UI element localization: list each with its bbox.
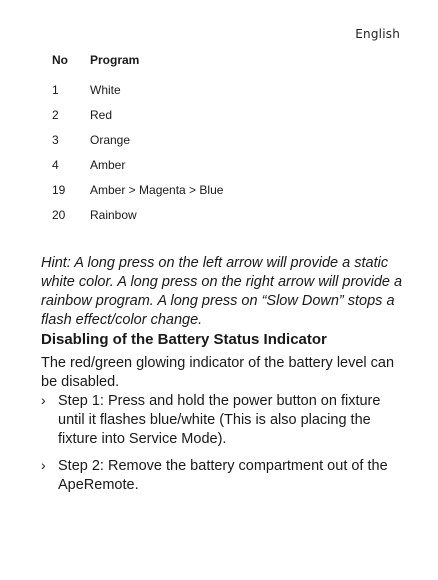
steps-list [41, 392, 411, 503]
program-name: Amber [90, 157, 126, 172]
table-row [52, 77, 223, 102]
step-text: Step 2: Remove the battery compartment out of the ApeRemote. [58, 458, 388, 493]
intro-paragraph: The red/green glowing indicator of the battery level can be disabled. [41, 355, 395, 390]
table-row [52, 177, 223, 202]
program-number: 19 [52, 182, 66, 197]
list-item [41, 392, 411, 449]
program-table [52, 52, 223, 227]
list-item [41, 457, 411, 495]
program-name: Red [90, 107, 113, 122]
section-title: Disabling of the Battery Status Indicator [41, 331, 327, 348]
table-row [52, 202, 223, 227]
program-name: Rainbow [90, 207, 137, 222]
program-number: 1 [52, 82, 59, 97]
column-header-program: Program [90, 53, 140, 67]
chevron-right-icon: › [41, 392, 46, 408]
program-number: 2 [52, 107, 59, 122]
hint-text: Hint: A long press on the left arrow will provide a static white color. A long press on the right arrow will provide a rainbow program. A long press on “Slow Down” stops a flash effect/color change. [41, 255, 403, 328]
table-row [52, 127, 223, 152]
table-header-row [52, 52, 223, 77]
program-name: Orange [90, 132, 131, 147]
language-label: English [355, 27, 400, 41]
step-text: Step 1: Press and hold the power button on fixture until it flashes blue/white (This is also placing the fixture into Service Mode). [58, 393, 381, 447]
program-name: White [90, 82, 121, 97]
table-row [52, 152, 223, 177]
chevron-right-icon: › [41, 457, 46, 473]
program-number: 3 [52, 132, 59, 147]
program-number: 4 [52, 157, 59, 172]
program-number: 20 [52, 207, 66, 222]
table-row [52, 102, 223, 127]
program-name: Amber > Magenta > Blue [90, 182, 224, 197]
column-header-no: No [52, 53, 68, 67]
